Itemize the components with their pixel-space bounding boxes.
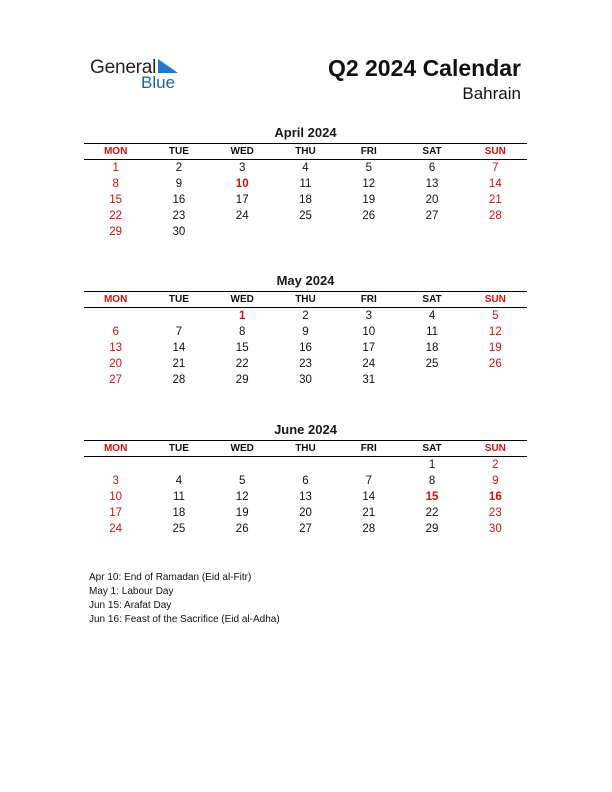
week-row (84, 308, 527, 324)
week-row (84, 208, 527, 224)
day-cell: 2 (302, 310, 309, 322)
holiday-note: May 1: Labour Day (89, 586, 174, 597)
weekday-label: TUE (168, 146, 189, 157)
day-cell: 29 (109, 226, 123, 238)
day-cell: 4 (428, 310, 436, 322)
day-cell: 3 (112, 475, 119, 487)
weekday-label: WED (230, 443, 254, 454)
week-row (84, 176, 527, 192)
day-cell: 18 (172, 507, 186, 519)
day-cell: 18 (425, 342, 439, 354)
day-cell: 21 (362, 507, 376, 519)
weekday-label: SAT (422, 294, 442, 305)
day-cell: 5 (239, 475, 246, 487)
weekday-header (84, 143, 527, 160)
weekday-label: SUN (484, 443, 506, 454)
day-cell: 23 (299, 358, 312, 370)
day-cell (274, 224, 337, 240)
weekday-label: SUN (484, 294, 506, 305)
day-cell: 24 (109, 523, 123, 535)
month-title: June 2024 (274, 422, 337, 437)
week-row (84, 192, 527, 208)
week-row (84, 489, 527, 505)
day-cell (400, 372, 463, 388)
month-title: April 2024 (274, 125, 337, 140)
day-cell: 19 (488, 342, 502, 354)
week-row (84, 521, 527, 537)
day-cell (464, 224, 527, 240)
day-cell: 19 (235, 507, 249, 519)
day-cell: 5 (492, 310, 499, 322)
day-cell: 27 (109, 374, 123, 386)
day-cell: 24 (235, 210, 249, 222)
weekday-label: THU (295, 146, 316, 157)
week-row (84, 340, 527, 356)
day-cell: 17 (235, 194, 249, 206)
day-cell: 10 (362, 326, 376, 338)
day-cell: 6 (302, 475, 309, 487)
day-cell: 22 (235, 358, 249, 370)
day-cell: 14 (172, 342, 186, 354)
holiday-note: Apr 10: End of Ramadan (Eid al-Fitr) (89, 572, 252, 583)
weekday-label: FRI (360, 294, 377, 305)
day-cell: 24 (362, 358, 376, 370)
weekday-label: MON (103, 443, 128, 454)
holiday-day-cell: 16 (488, 491, 502, 503)
day-cell: 30 (299, 374, 312, 386)
weekday-label: MON (103, 294, 128, 305)
day-cell: 20 (299, 507, 312, 519)
month-block (84, 125, 527, 240)
day-cell: 13 (425, 178, 439, 190)
weekday-label: FRI (360, 146, 377, 157)
day-cell: 8 (428, 475, 436, 487)
day-cell: 23 (488, 507, 502, 519)
day-cell: 13 (109, 342, 123, 354)
day-cell: 4 (302, 162, 309, 174)
weekday-label: TUE (168, 443, 189, 454)
day-cell: 28 (488, 210, 502, 222)
day-cell: 26 (488, 358, 502, 370)
day-cell: 7 (492, 162, 499, 174)
day-cell: 31 (362, 374, 376, 386)
day-cell: 26 (235, 523, 249, 535)
day-cell (84, 457, 147, 473)
day-cell: 1 (428, 459, 436, 471)
day-cell: 11 (172, 491, 185, 503)
logo-text-general: General (90, 57, 157, 78)
day-cell: 4 (175, 475, 183, 487)
day-cell: 22 (109, 210, 123, 222)
day-cell: 15 (109, 194, 123, 206)
country-name: Bahrain (462, 84, 521, 103)
weekday-header (84, 291, 527, 308)
holiday-day-cell: 1 (239, 310, 246, 322)
holiday-note: Jun 16: Feast of the Sacrifice (Eid al-Adha) (89, 614, 280, 625)
day-cell: 7 (175, 326, 183, 338)
weekday-label: FRI (360, 443, 377, 454)
day-cell: 19 (362, 194, 376, 206)
month-block (84, 273, 527, 388)
day-cell: 25 (172, 523, 186, 535)
day-cell: 7 (365, 475, 372, 487)
day-cell: 30 (488, 523, 502, 535)
weekday-label: MON (103, 146, 128, 157)
holiday-note: Jun 15: Arafat Day (89, 600, 172, 611)
day-cell: 12 (488, 326, 502, 338)
day-cell: 20 (109, 358, 123, 370)
day-cell: 25 (425, 358, 439, 370)
day-cell: 14 (488, 178, 502, 190)
week-row (84, 505, 527, 521)
week-row (84, 473, 527, 489)
weekday-label: SUN (484, 146, 506, 157)
day-cell: 22 (425, 507, 439, 519)
brand-logo (90, 57, 190, 93)
day-cell: 9 (175, 178, 183, 190)
week-row (84, 372, 527, 388)
day-cell: 16 (299, 342, 312, 354)
holiday-day-cell: 10 (235, 178, 249, 190)
day-cell: 29 (425, 523, 439, 535)
day-cell: 14 (362, 491, 376, 503)
day-cell: 27 (299, 523, 312, 535)
day-cell (337, 224, 400, 240)
month-block (84, 422, 527, 537)
day-cell (211, 224, 274, 240)
day-cell (464, 372, 527, 388)
logo-text-blue: Blue (141, 73, 176, 92)
day-cell: 29 (235, 374, 249, 386)
day-cell (337, 457, 400, 473)
day-cell: 12 (235, 491, 249, 503)
day-cell (84, 308, 147, 324)
day-cell (147, 457, 210, 473)
day-cell: 8 (239, 326, 246, 338)
day-cell: 16 (172, 194, 186, 206)
holiday-day-cell: 15 (425, 491, 439, 503)
day-cell (400, 224, 463, 240)
day-cell: 21 (172, 358, 186, 370)
day-cell: 2 (492, 459, 499, 471)
weekday-label: SAT (422, 443, 442, 454)
day-cell: 10 (109, 491, 123, 503)
week-row (84, 224, 527, 240)
day-cell: 11 (299, 178, 312, 190)
day-cell: 8 (112, 178, 119, 190)
day-cell: 18 (299, 194, 312, 206)
day-cell: 9 (492, 475, 499, 487)
day-cell (211, 457, 274, 473)
day-cell: 13 (299, 491, 312, 503)
week-row (84, 356, 527, 372)
day-cell (147, 308, 210, 324)
day-cell: 6 (112, 326, 119, 338)
day-cell: 21 (488, 194, 502, 206)
month-title: May 2024 (276, 273, 335, 288)
day-cell: 5 (365, 162, 372, 174)
weekday-label: TUE (168, 294, 189, 305)
day-cell: 28 (362, 523, 376, 535)
weekday-label: WED (230, 294, 254, 305)
day-cell: 6 (428, 162, 436, 174)
day-cell: 20 (425, 194, 439, 206)
week-row (84, 160, 527, 176)
weekday-label: WED (230, 146, 254, 157)
day-cell: 12 (362, 178, 376, 190)
day-cell: 11 (426, 326, 439, 338)
day-cell: 30 (172, 226, 186, 238)
day-cell: 28 (172, 374, 186, 386)
page-title: Q2 2024 Calendar (327, 55, 521, 81)
day-cell: 17 (362, 342, 376, 354)
holiday-list (89, 571, 280, 627)
day-cell (274, 457, 337, 473)
day-cell: 27 (425, 210, 439, 222)
day-cell: 23 (172, 210, 186, 222)
weekday-header (84, 440, 527, 457)
day-cell: 15 (235, 342, 249, 354)
week-row (84, 324, 527, 340)
day-cell: 1 (112, 162, 119, 174)
day-cell: 26 (362, 210, 376, 222)
day-cell: 3 (239, 162, 246, 174)
day-cell: 3 (365, 310, 372, 322)
day-cell: 25 (299, 210, 312, 222)
day-cell: 9 (302, 326, 309, 338)
logo-flag-icon (158, 59, 178, 73)
weekday-label: THU (295, 443, 316, 454)
day-cell: 17 (109, 507, 123, 519)
weekday-label: THU (295, 294, 316, 305)
day-cell: 2 (175, 162, 183, 174)
weekday-label: SAT (422, 146, 442, 157)
week-row (84, 457, 527, 473)
